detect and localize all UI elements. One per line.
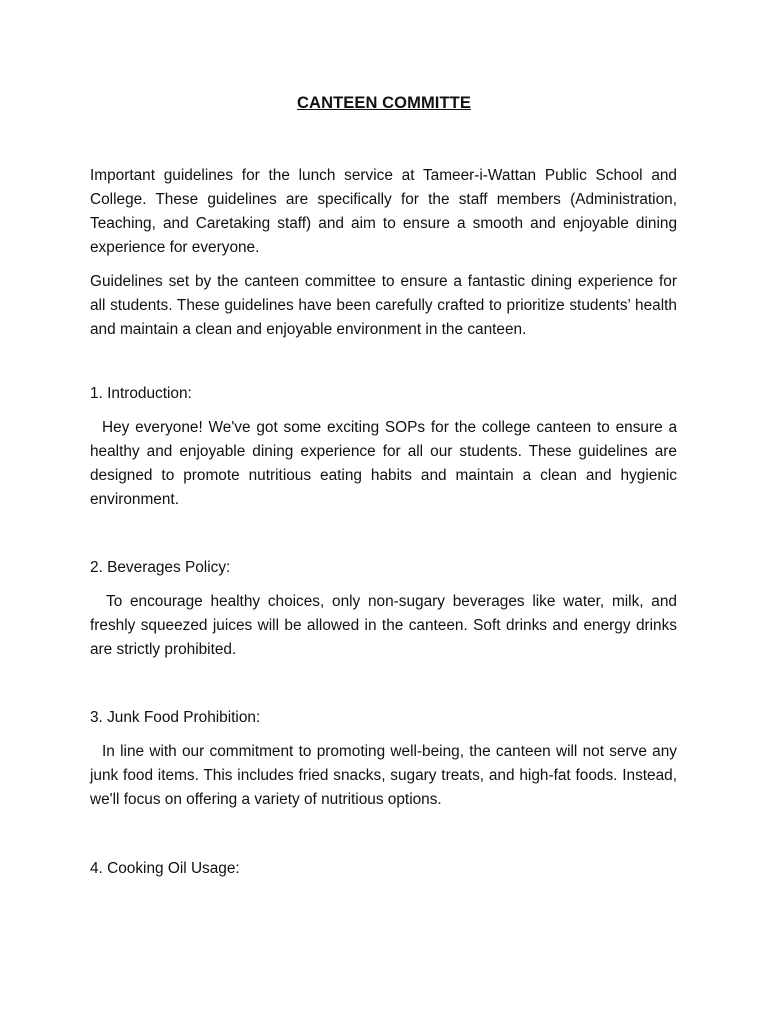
section-body-beverages-policy: To encourage healthy choices, only non-sugary beverages like water, milk, and freshly squeezed juices will be allowed in the canteen. Soft drinks and energy drinks are strictly prohibited.	[90, 593, 677, 658]
intro-paragraph-1: Important guidelines for the lunch service at Tameer-i-Wattan Public School and College. These guidelines are specifically for the staff members (Administration, Teaching, and Caretaking staff) and aim to ensure a smooth and enjoyable dining experience for everyone.	[90, 167, 677, 256]
document-title: CANTEEN COMMITTE	[297, 94, 471, 112]
section-heading-beverages-policy: 2. Beverages Policy:	[90, 559, 231, 576]
section-heading-junk-food-prohibition: 3. Junk Food Prohibition:	[90, 709, 261, 726]
section-heading-cooking-oil-usage: 4. Cooking Oil Usage:	[90, 860, 240, 877]
section-body-introduction: Hey everyone! We've got some exciting SOPs for the college canteen to ensure a healthy and enjoyable dining experience for all our students. These guidelines are designed to promote nutritious eating habits and maintain a clean and hygienic environment.	[90, 419, 677, 508]
intro-paragraph-2: Guidelines set by the canteen committee to ensure a fantastic dining experience for all students. These guidelines have been carefully crafted to prioritize students’ health and maintain a clean and enjoyable environment in the canteen.	[90, 273, 677, 338]
section-heading-introduction: 1. Introduction:	[90, 385, 192, 402]
section-body-junk-food-prohibition: In line with our commitment to promoting well-being, the canteen will not serve any junk food items. This includes fried snacks, sugary treats, and high-fat foods. Instead, we'll focus on offering a variety of nutritious options.	[90, 743, 677, 808]
